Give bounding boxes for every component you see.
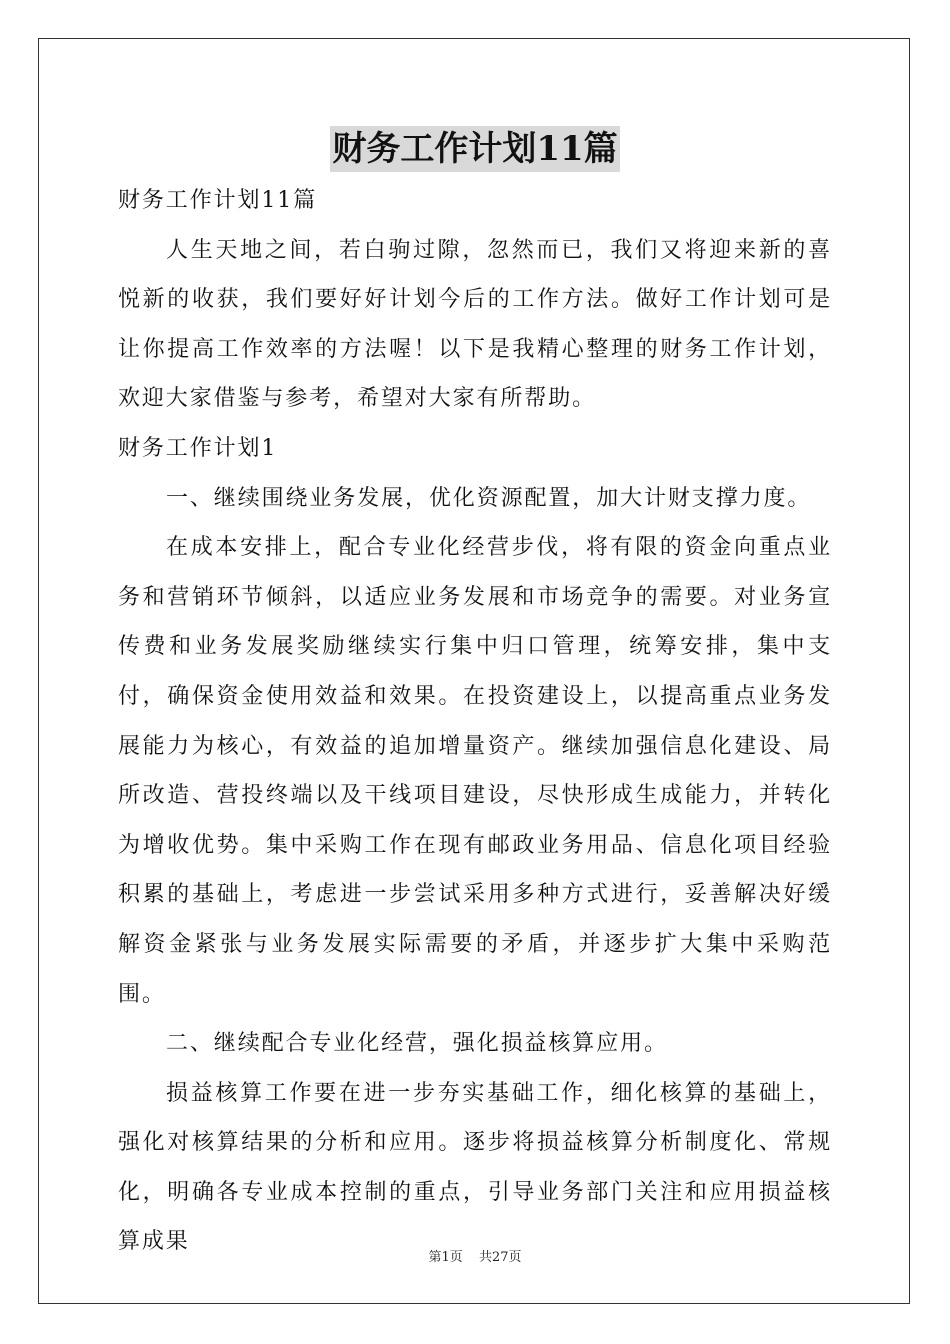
page-footer (0, 1246, 950, 1265)
section-heading-plan-1: 财务工作计划1 (118, 435, 278, 461)
paragraph-point-2-heading: 二、继续配合专业化经营，强化损益核算应用。 (166, 1031, 668, 1057)
paragraph-intro: 人生天地之间，若白驹过隙，忽然而已，我们又将迎来新的喜悦新的收获，我们要好好计划今后的工作方法。做好工作计划可是让你提高工作效率的方法喔！以下是我精心整理的财务工作计划，欢迎大家借鉴与参考，希望对大家有所帮助。 (118, 237, 832, 412)
paragraph-subtitle: 财务工作计划11篇 (118, 188, 318, 213)
document-body (118, 176, 832, 1267)
document-title: 财务工作计划11篇 (330, 126, 619, 172)
paragraph-point-1-heading: 一、继续围绕业务发展，优化资源配置，加大计财支撑力度。 (166, 485, 812, 511)
page-total: 共27页 (478, 1250, 522, 1265)
title-wrap (0, 126, 950, 172)
paragraph-point-1-body: 在成本安排上，配合专业化经营步伐，将有限的资金向重点业务和营销环节倾斜，以适应业务发展和市场竞争的需要。对业务宣传费和业务发展奖励继续实行集中归口管理，统筹安排，集中支付，确保资金使用效益和效果。在投资建设上，以提高重点业务发展能力为核心，有效益的追加增量资产。继续加强信息化建设、局所改造、营投终端以及干线项目建设，尽快形成生成能力，并转化为增收优势。集中采购工作在现有邮政业务用品、信息化项目经验积累的基础上，考虑进一步尝试采用多种方式进行，妥善解决好缓解资金紧张与业务发展实际需要的矛盾，并逐步扩大集中采购范围。 (118, 535, 832, 1007)
paragraph-point-2-body: 损益核算工作要在进一步夯实基础工作，细化核算的基础上，强化对核算结果的分析和应用。逐步将损益核算分析制度化、常规化，明确各专业成本控制的重点，引导业务部门关注和应用损益核算成果 (118, 1080, 832, 1255)
page-number: 第1页 (428, 1250, 463, 1265)
